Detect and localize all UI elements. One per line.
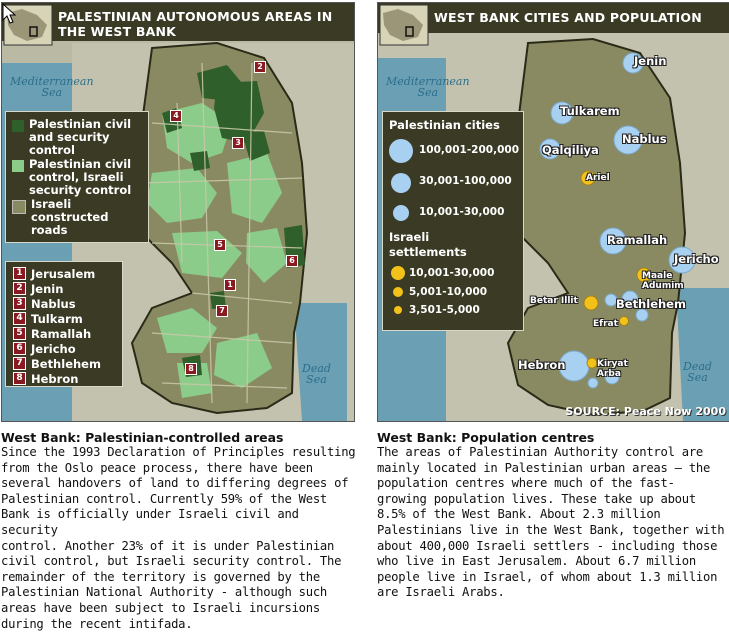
swatch-light-green — [12, 160, 24, 172]
map-marker-5: 5 — [214, 239, 226, 251]
control-legend — [5, 111, 149, 243]
legend-text: security control — [29, 183, 132, 197]
place-name: Nablus — [31, 296, 76, 311]
city-label-hebron: Hebron — [518, 358, 566, 372]
dead-sea-label — [683, 361, 712, 383]
place-row-8 — [13, 371, 78, 386]
dead-sea-line1: Dead — [683, 360, 712, 373]
place-name: Tulkarm — [31, 311, 83, 326]
settlement-label-betar: Betar Illit — [530, 296, 578, 306]
city-label-nablus: Nablus — [622, 132, 667, 146]
swatch-roads — [12, 200, 26, 214]
map-marker-1: 1 — [224, 279, 236, 291]
caption-line: remainder of the territory is governed by the — [1, 569, 320, 584]
right-caption — [377, 430, 729, 601]
left-caption-title: West Bank: Palestinian-controlled areas — [1, 430, 284, 445]
place-num: 7 — [13, 357, 26, 370]
place-name: Jenin — [31, 281, 64, 296]
map-marker-7: 7 — [216, 305, 228, 317]
dead-sea-line2: Sea — [306, 373, 327, 386]
place-row-5 — [13, 326, 91, 341]
place-num: 3 — [13, 297, 26, 310]
map-marker-8: 8 — [185, 363, 197, 375]
settlement-label-maale-adumim — [642, 271, 684, 291]
legend-text: Israeli — [31, 197, 72, 211]
place-row-7 — [13, 356, 101, 371]
map-marker-2: 2 — [254, 61, 266, 73]
palestinian-areas-map — [1, 2, 355, 422]
settlement-marker-betar — [584, 296, 598, 310]
place-name: Jerusalem — [31, 266, 96, 281]
caption-line: during the recent intifada. — [1, 616, 193, 631]
place-name: Ramallah — [31, 326, 92, 341]
map-marker-4: 4 — [170, 110, 182, 122]
caption-line: who live in East Jerusalem. About 6.7 million — [377, 554, 696, 569]
caption-line: from the Oslo peace process, there have been — [1, 460, 313, 475]
legend-city-size-3: 10,001-30,000 — [419, 206, 505, 218]
place-row-1 — [13, 266, 95, 281]
settlements-title-line1: Israeli — [389, 230, 430, 244]
sea-label-line1: Mediterranean — [386, 75, 470, 88]
caption-line: population centres where much of the fast- — [377, 476, 675, 491]
legend-settlement-size-1: 10,001-30,000 — [409, 267, 495, 279]
dead-sea-label — [302, 363, 331, 385]
right-map-title: WEST BANK CITIES AND POPULATION — [434, 10, 702, 25]
city-label-ramallah: Ramallah — [607, 233, 668, 247]
city-marker-hebron-3 — [588, 378, 598, 388]
legend-settlement-size-2: 5,001-10,000 — [409, 286, 488, 298]
legend-text: Palestinian civil — [29, 157, 132, 171]
map-marker-6: 6 — [286, 255, 298, 267]
settlement-label-kiryat-arba — [597, 359, 628, 379]
caption-line: people live in Israel, of whom about 1.3 million — [377, 569, 718, 584]
place-num: 4 — [13, 312, 26, 325]
place-num: 6 — [13, 342, 26, 355]
map-marker-3: 3 — [232, 137, 244, 149]
population-map — [377, 2, 729, 422]
place-num: 2 — [13, 282, 26, 295]
kiryat-line1: Kiryat — [597, 359, 628, 369]
right-caption-title: West Bank: Population centres — [377, 430, 595, 445]
legend-cities-title: Palestinian cities — [389, 118, 500, 132]
kiryat-line2: Arba — [597, 369, 621, 379]
legend-roads — [12, 198, 108, 237]
sea-label-line2: Sea — [417, 86, 439, 99]
caption-line: Palestinian control. Currently 59% of the West — [1, 491, 328, 506]
legend-text: constructed — [31, 210, 109, 224]
legend-text: Palestinian civil — [29, 117, 132, 131]
maale-line2: Adumim — [642, 281, 684, 291]
right-caption-body — [377, 445, 729, 601]
legend-settlements-title — [389, 230, 467, 260]
left-caption — [1, 430, 357, 632]
mediterranean-label — [10, 76, 94, 98]
settlement-label-ariel: Ariel — [586, 173, 610, 183]
place-row-3 — [13, 296, 76, 311]
city-label-qalqiliya: Qalqiliya — [542, 143, 599, 157]
legend-civil-control — [12, 158, 131, 197]
place-row-6 — [13, 341, 76, 356]
city-size-swatches — [387, 136, 417, 226]
caption-line: civil control, but Israeli security control. The — [1, 554, 342, 569]
place-name: Bethlehem — [31, 356, 101, 371]
caption-line: areas have been subject to Israeli incursions — [1, 600, 320, 615]
caption-line: Bank is officially under Israeli civil and security — [1, 507, 299, 537]
place-num: 8 — [13, 372, 26, 385]
swatch-dark-green — [12, 120, 24, 132]
sea-label-line2: Sea — [41, 86, 63, 99]
city-label-tulkarem: Tulkarem — [560, 104, 620, 118]
dead-sea-line2: Sea — [687, 371, 708, 384]
place-num: 5 — [13, 327, 26, 340]
sea-label-line1: Mediterranean — [10, 75, 94, 88]
places-legend — [5, 261, 123, 387]
place-row-2 — [13, 281, 63, 296]
caption-line: mainly located in Palestinian urban areas – the — [377, 460, 711, 475]
dead-sea-line1: Dead — [302, 362, 331, 375]
legend-text: and security — [29, 130, 110, 144]
settlement-marker-efrat — [620, 317, 629, 326]
settlements-title-line2: settlements — [389, 245, 467, 259]
mediterranean-label — [386, 76, 470, 98]
left-map-title-line2: THE WEST BANK — [58, 24, 177, 39]
place-num: 1 — [13, 267, 26, 280]
caption-line: Palestinian National Authority - although such — [1, 585, 328, 600]
left-map-title-line1: PALESTINIAN AUTONOMOUS AREAS IN — [58, 9, 333, 24]
population-legend — [382, 111, 524, 331]
legend-text: control — [29, 143, 75, 157]
caption-line: The areas of Palestinian Authority control are — [377, 445, 704, 459]
caption-line: about 400,000 Israeli settlers - including those — [377, 538, 718, 553]
place-name: Hebron — [31, 371, 79, 386]
legend-text: control, Israeli — [29, 170, 124, 184]
maale-line1: Maale — [642, 271, 673, 281]
caption-line: 8.5% of the West Bank. About 2.3 million — [377, 507, 661, 522]
source-credit: SOURCE: Peace Now 2000 — [565, 405, 726, 418]
mouse-cursor-icon — [2, 3, 16, 25]
caption-line: Since the 1993 Declaration of Principles resulting — [1, 445, 356, 459]
legend-city-size-1: 100,001-200,000 — [419, 144, 520, 156]
legend-settlement-size-3: 3,501-5,000 — [409, 304, 480, 316]
caption-line: several handovers of land to differing degrees of — [1, 476, 349, 491]
left-caption-body — [1, 445, 357, 632]
city-label-bethlehem: Bethlehem — [616, 297, 686, 311]
settlement-label-efrat: Efrat — [593, 319, 618, 329]
caption-line: Palestinians live in the West Bank, together with — [377, 522, 725, 537]
city-label-jenin: Jenin — [634, 54, 667, 68]
settlement-marker-kiryat-arba — [587, 358, 597, 368]
city-label-jericho: Jericho — [674, 252, 719, 266]
place-name: Jericho — [31, 341, 76, 356]
caption-line: are Israeli Arabs. — [377, 585, 505, 600]
caption-line: growing population lives. These take up about — [377, 491, 696, 506]
legend-full-control — [12, 118, 131, 157]
place-row-4 — [13, 311, 83, 326]
legend-city-size-2: 30,001-100,000 — [419, 175, 512, 187]
legend-text: roads — [31, 223, 68, 237]
caption-line: control. Another 23% of it is under Palestinian — [1, 538, 335, 553]
settlement-size-swatches — [389, 264, 409, 324]
